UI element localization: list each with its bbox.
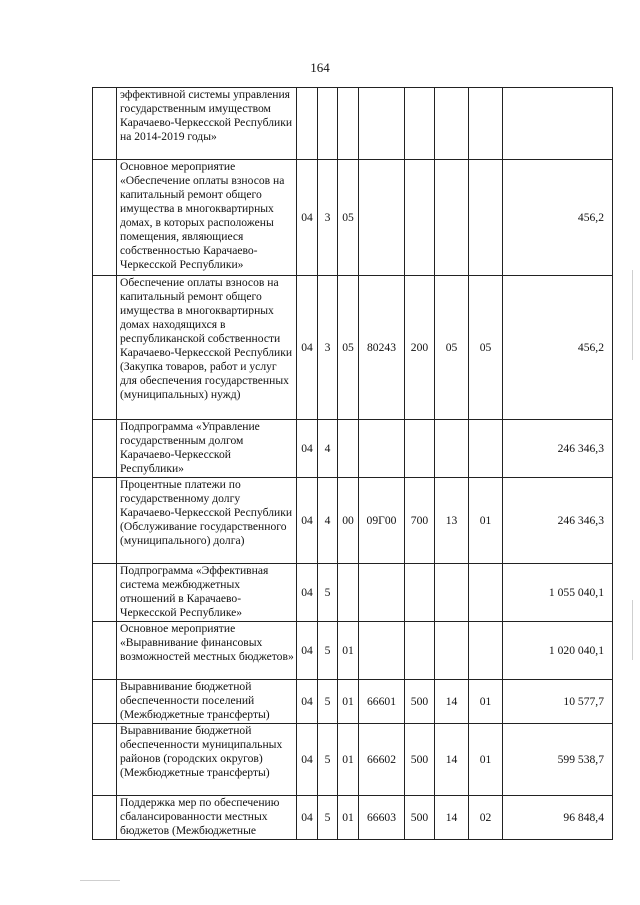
sum-cell: 10 577,7 (503, 680, 613, 724)
code-cell-2: 3 (318, 160, 338, 276)
code-cell-1: 04 (297, 724, 318, 796)
code-cell-4: 66602 (359, 724, 405, 796)
code-cell-2: 5 (318, 680, 338, 724)
code-cell-2: 3 (318, 276, 338, 420)
name-cell: Обеспечение оплаты взносов на капитальный ремонт общего имущества в многоквартирных домах находящихся в республиканской собственности Карачаево-Черкесской Республики (Закупка товаров, работ и услуг для обеспечения государственных (муниципальных) нужд) (117, 276, 297, 420)
code-cell-5: 200 (405, 276, 435, 420)
code-cell-5 (405, 88, 435, 160)
code-cell-7: 01 (469, 724, 503, 796)
name-cell: Подпрограмма «Эффективная система межбюджетных отношений в Карачаево-Черкесской Республике» (117, 564, 297, 622)
table-row (93, 724, 613, 796)
scan-edge-line (632, 600, 633, 660)
code-cell-6: 14 (435, 724, 469, 796)
table-row (93, 420, 613, 478)
code-cell-3 (338, 564, 359, 622)
name-cell: Выравнивание бюджетной обеспеченности муниципальных районов (городских округов) (Межбюджетные трансферты) (117, 724, 297, 796)
code-cell-6 (435, 564, 469, 622)
code-cell-5: 700 (405, 478, 435, 564)
table-row (93, 478, 613, 564)
code-cell-6 (435, 420, 469, 478)
code-cell-5 (405, 160, 435, 276)
table-row (93, 622, 613, 680)
table-row (93, 564, 613, 622)
code-cell-3 (338, 420, 359, 478)
sum-cell: 246 346,3 (503, 478, 613, 564)
sum-cell: 599 538,7 (503, 724, 613, 796)
sum-cell: 246 346,3 (503, 420, 613, 478)
sum-cell: 456,2 (503, 276, 613, 420)
code-cell-1: 04 (297, 420, 318, 478)
code-cell-3: 00 (338, 478, 359, 564)
code-cell-4: 80243 (359, 276, 405, 420)
row-marker-cell (93, 160, 117, 276)
code-cell-7: 01 (469, 478, 503, 564)
code-cell-1: 04 (297, 276, 318, 420)
name-cell: Основное мероприятие «Обеспечение оплаты взносов на капитальный ремонт общего имущества в многоквартирных домах, в которых расположены помещения, являющиеся собственностью Карачаево-Черкесской Республики» (117, 160, 297, 276)
scan-edge-line (632, 270, 633, 360)
code-cell-1: 04 (297, 680, 318, 724)
scan-edge-line (80, 880, 120, 881)
code-cell-6: 14 (435, 680, 469, 724)
code-cell-4 (359, 420, 405, 478)
code-cell-4: 66601 (359, 680, 405, 724)
code-cell-5 (405, 420, 435, 478)
code-cell-7 (469, 160, 503, 276)
code-cell-6 (435, 160, 469, 276)
code-cell-2: 5 (318, 724, 338, 796)
code-cell-3: 05 (338, 160, 359, 276)
sum-cell: 1 020 040,1 (503, 622, 613, 680)
budget-table (92, 87, 613, 840)
row-marker-cell (93, 88, 117, 160)
table-row (93, 796, 613, 840)
code-cell-7: 01 (469, 680, 503, 724)
name-cell: Подпрограмма «Управление государственным долгом Карачаево-Черкесской Республики» (117, 420, 297, 478)
code-cell-1: 04 (297, 622, 318, 680)
name-cell: Основное мероприятие «Выравнивание финансовых возможностей местных бюджетов» (117, 622, 297, 680)
code-cell-7 (469, 420, 503, 478)
code-cell-6 (435, 88, 469, 160)
row-marker-cell (93, 680, 117, 724)
code-cell-7 (469, 622, 503, 680)
code-cell-7: 02 (469, 796, 503, 840)
code-cell-6: 05 (435, 276, 469, 420)
name-cell: эффективной системы управления государственным имуществом Карачаево-Черкесской Республики на 2014-2019 годы» (117, 88, 297, 160)
code-cell-3: 01 (338, 796, 359, 840)
table-row (93, 88, 613, 160)
code-cell-4 (359, 160, 405, 276)
code-cell-2: 4 (318, 478, 338, 564)
row-marker-cell (93, 420, 117, 478)
sum-cell: 456,2 (503, 160, 613, 276)
sum-cell (503, 88, 613, 160)
code-cell-6: 14 (435, 796, 469, 840)
row-marker-cell (93, 564, 117, 622)
code-cell-2 (318, 88, 338, 160)
code-cell-7 (469, 88, 503, 160)
code-cell-1: 04 (297, 478, 318, 564)
name-cell: Поддержка мер по обеспечению сбалансированности местных бюджетов (Межбюджетные (117, 796, 297, 840)
code-cell-5: 500 (405, 724, 435, 796)
code-cell-3: 05 (338, 276, 359, 420)
name-cell: Выравнивание бюджетной обеспеченности поселений (Межбюджетные трансферты) (117, 680, 297, 724)
table-row (93, 160, 613, 276)
code-cell-2: 5 (318, 564, 338, 622)
code-cell-3: 01 (338, 680, 359, 724)
code-cell-1: 04 (297, 160, 318, 276)
code-cell-5: 500 (405, 796, 435, 840)
page-number: 164 (310, 60, 330, 75)
row-marker-cell (93, 724, 117, 796)
code-cell-5: 500 (405, 680, 435, 724)
code-cell-2: 5 (318, 622, 338, 680)
code-cell-1 (297, 88, 318, 160)
code-cell-2: 4 (318, 420, 338, 478)
code-cell-4 (359, 88, 405, 160)
code-cell-7: 05 (469, 276, 503, 420)
table-row (93, 680, 613, 724)
row-marker-cell (93, 478, 117, 564)
code-cell-6 (435, 622, 469, 680)
code-cell-6: 13 (435, 478, 469, 564)
row-marker-cell (93, 796, 117, 840)
code-cell-4 (359, 564, 405, 622)
row-marker-cell (93, 622, 117, 680)
code-cell-3 (338, 88, 359, 160)
code-cell-1: 04 (297, 796, 318, 840)
code-cell-1: 04 (297, 564, 318, 622)
code-cell-2: 5 (318, 796, 338, 840)
sum-cell: 1 055 040,1 (503, 564, 613, 622)
sum-cell: 96 848,4 (503, 796, 613, 840)
row-marker-cell (93, 276, 117, 420)
name-cell: Процентные платежи по государственному долгу Карачаево-Черкесской Республики (Обслуживание государственного (муниципального) долга) (117, 478, 297, 564)
code-cell-7 (469, 564, 503, 622)
code-cell-4: 66603 (359, 796, 405, 840)
code-cell-3: 01 (338, 724, 359, 796)
code-cell-5 (405, 622, 435, 680)
table-row (93, 276, 613, 420)
code-cell-5 (405, 564, 435, 622)
code-cell-4: 09Г00 (359, 478, 405, 564)
code-cell-3: 01 (338, 622, 359, 680)
code-cell-4 (359, 622, 405, 680)
